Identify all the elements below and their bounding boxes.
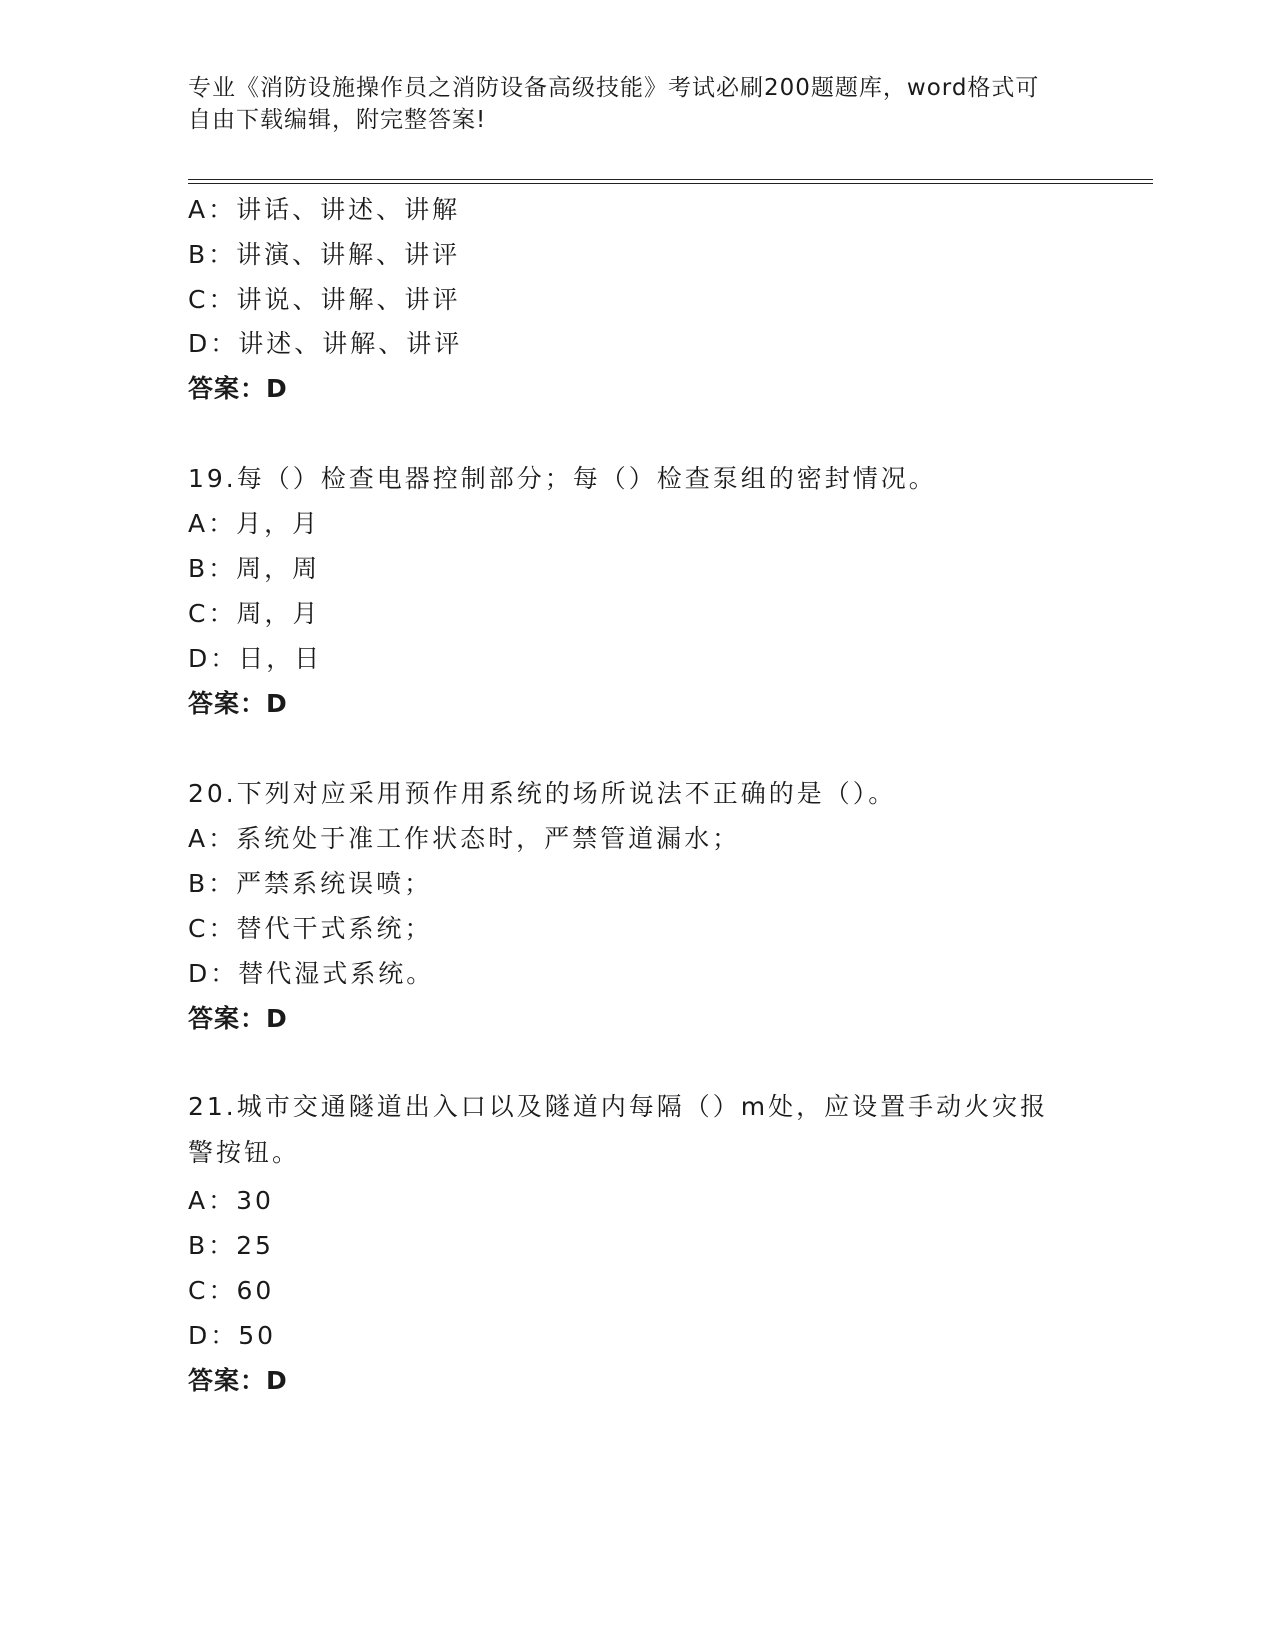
q19-option-c: C：周，月 <box>188 599 321 628</box>
q19-option-d: D：日，日 <box>188 644 323 673</box>
q21-answer: 答案：D <box>188 1366 288 1395</box>
header-line-2: 自由下载编辑，附完整答案! <box>188 107 487 133</box>
q20-option-b: B：严禁系统误喷； <box>188 869 433 898</box>
q20-answer: 答案：D <box>188 1004 288 1033</box>
q21-question: 21.城市交通隧道出入口以及隧道内每隔（）m处，应设置手动火灾报警按钮。 <box>188 1092 1049 1167</box>
q20-question: 20.下列对应采用预作用系统的场所说法不正确的是（）。 <box>188 779 897 808</box>
q18-option-a: A：讲话、讲述、讲解 <box>188 195 461 224</box>
q20-option-d: D：替代湿式系统。 <box>188 959 435 988</box>
q19-question: 19.每（）检查电器控制部分；每（）检查泵组的密封情况。 <box>188 464 937 493</box>
q18-option-b: B：讲演、讲解、讲评 <box>188 240 461 269</box>
q21-option-d: D：50 <box>188 1321 277 1350</box>
q18-answer: 答案：D <box>188 374 288 403</box>
header-line-1: 专业《消防设施操作员之消防设备高级技能》考试必刷200题题库，word格式可 <box>188 75 1040 101</box>
q19-option-a: A：月，月 <box>188 509 321 538</box>
q21-option-a: A：30 <box>188 1186 274 1215</box>
q19-answer: 答案：D <box>188 689 288 718</box>
q20-option-c: C：替代干式系统； <box>188 914 433 943</box>
q21-option-b: B：25 <box>188 1231 274 1260</box>
q18-option-d: D：讲述、讲解、讲评 <box>188 329 463 358</box>
q20-option-a: A：系统处于准工作状态时，严禁管道漏水； <box>188 824 741 853</box>
q19-option-b: B：周，周 <box>188 554 321 583</box>
q18-option-c: C：讲说、讲解、讲评 <box>188 285 461 314</box>
header-rule-bottom <box>188 183 1153 184</box>
document-header <box>188 72 1068 136</box>
header-rule-top <box>188 179 1153 180</box>
q21-option-c: C：60 <box>188 1276 275 1305</box>
